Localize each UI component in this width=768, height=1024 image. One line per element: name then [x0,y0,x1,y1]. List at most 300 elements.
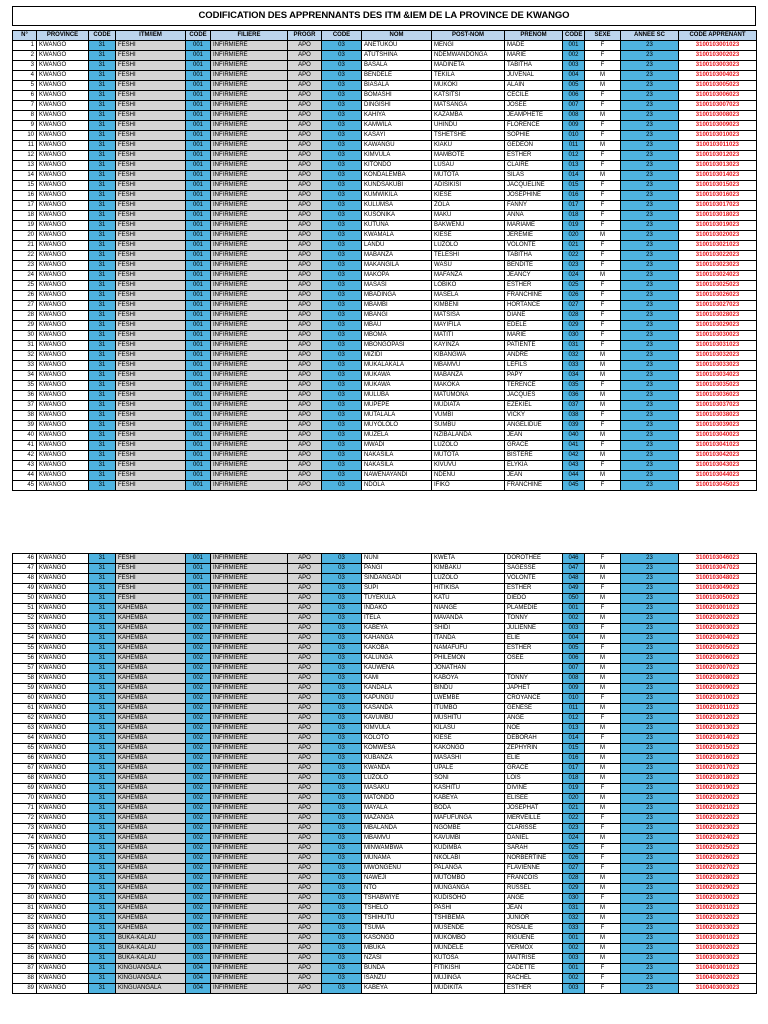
cell-school-name: FESHI [116,241,186,251]
cell-nom: KUMWIKILA [362,191,432,201]
cell-school-name: FESHI [116,111,186,121]
cell-prenom: JUVENAL [505,71,563,81]
cell-row-number: 11 [13,141,37,151]
cell-post-nom: KAKONGO [432,744,505,754]
cell-code-apprenant: 3100203019023 [679,784,757,794]
cell-post-nom: ZOLA [432,201,505,211]
cell-nom: LANDU [362,241,432,251]
cell-post-nom: MUSENDE [432,924,505,934]
cell-prenom: NORBERTINE [505,854,563,864]
cell-sexe: F [585,854,621,864]
cell-annee-scolaire: 23 [621,151,679,161]
cell-nom: MAZANGA [362,814,432,824]
cell-province: KWANGO [37,221,89,231]
cell-programme: APO [288,614,322,624]
codification-table-section-2 [12,553,757,994]
cell-province: KWANGO [37,634,89,644]
cell-nom: MAKANGILA [362,261,432,271]
cell-row-number: 54 [13,634,37,644]
cell-prenom: MARIAME [505,221,563,231]
cell-student-code: 006 [563,91,585,101]
cell-code-apprenant: 3100103049023 [679,584,757,594]
cell-province-code: 31 [89,321,116,331]
cell-programme-code: 03 [322,381,362,391]
cell-province: KWANGO [37,734,89,744]
cell-student-code: 034 [563,371,585,381]
table-row [13,964,757,974]
cell-school-name: FESHI [116,61,186,71]
table-row [13,734,757,744]
cell-province-code: 31 [89,564,116,574]
cell-sexe: M [585,874,621,884]
cell-prenom: JAPHET [505,684,563,694]
cell-school-code: 002 [186,764,211,774]
cell-province: KWANGO [37,614,89,624]
cell-post-nom: MAMBOTE [432,151,505,161]
cell-sexe: M [585,674,621,684]
cell-code-apprenant: 3100103038023 [679,411,757,421]
cell-programme-code: 03 [322,664,362,674]
cell-province: KWANGO [37,704,89,714]
cell-province-code: 31 [89,704,116,714]
cell-province-code: 31 [89,894,116,904]
cell-filiere: INFIRMIERE [211,161,288,171]
cell-programme: APO [288,854,322,864]
cell-programme-code: 03 [322,41,362,51]
cell-province: KWANGO [37,804,89,814]
cell-school-name: KAHEMBA [116,774,186,784]
cell-nom: BOMASHI [362,91,432,101]
cell-code-apprenant: 3100203002023 [679,614,757,624]
cell-post-nom: LUZOLO [432,241,505,251]
cell-school-code: 001 [186,321,211,331]
cell-province-code: 31 [89,211,116,221]
cell-nom: MUKAWA [362,371,432,381]
cell-sexe: F [585,341,621,351]
cell-programme: APO [288,864,322,874]
cell-annee-scolaire: 23 [621,584,679,594]
table-row [13,451,757,461]
cell-programme-code: 03 [322,644,362,654]
cell-programme-code: 03 [322,554,362,564]
cell-sexe: F [585,121,621,131]
cell-programme: APO [288,371,322,381]
cell-province: KWANGO [37,201,89,211]
cell-sexe: F [585,734,621,744]
cell-code-apprenant: 3100103023023 [679,261,757,271]
cell-programme: APO [288,714,322,724]
cell-programme: APO [288,111,322,121]
table-row [13,954,757,964]
cell-province-code: 31 [89,301,116,311]
cell-annee-scolaire: 23 [621,311,679,321]
cell-student-code: 014 [563,734,585,744]
cell-nom: KABEYA [362,624,432,634]
cell-annee-scolaire: 23 [621,904,679,914]
table-row [13,461,757,471]
cell-row-number: 25 [13,281,37,291]
cell-row-number: 7 [13,101,37,111]
cell-row-number: 46 [13,554,37,564]
cell-row-number: 27 [13,301,37,311]
cell-student-code: 023 [563,824,585,834]
column-header-row-number: N° [13,31,37,41]
cell-sexe: M [585,171,621,181]
cell-province-code: 31 [89,231,116,241]
cell-province: KWANGO [37,814,89,824]
cell-province-code: 31 [89,291,116,301]
cell-nom: MAKOPA [362,271,432,281]
cell-row-number: 19 [13,221,37,231]
cell-sexe: F [585,281,621,291]
cell-province-code: 31 [89,874,116,884]
cell-school-code: 002 [186,734,211,744]
cell-province: KWANGO [37,644,89,654]
cell-programme: APO [288,121,322,131]
cell-school-name: FESHI [116,231,186,241]
cell-school-name: BUKA-KALAU [116,954,186,964]
cell-code-apprenant: 3100103020023 [679,231,757,241]
cell-filiere: INFIRMIERE [211,131,288,141]
cell-filiere: INFIRMIERE [211,311,288,321]
cell-post-nom: ITUMBO [432,704,505,714]
cell-annee-scolaire: 23 [621,854,679,864]
cell-programme-code: 03 [322,944,362,954]
cell-student-code: 001 [563,964,585,974]
cell-school-name: BUKA-KALAU [116,934,186,944]
cell-school-name: FESHI [116,381,186,391]
cell-row-number: 83 [13,924,37,934]
cell-student-code: 013 [563,161,585,171]
cell-province: KWANGO [37,371,89,381]
cell-code-apprenant: 3100103021023 [679,241,757,251]
cell-programme-code: 03 [322,574,362,584]
cell-province-code: 31 [89,461,116,471]
cell-student-code: 032 [563,914,585,924]
cell-post-nom: MAFUFUNGA [432,814,505,824]
cell-province-code: 31 [89,191,116,201]
cell-province-code: 31 [89,201,116,211]
table-row [13,131,757,141]
cell-post-nom: MATUMONA [432,391,505,401]
cell-filiere: INFIRMIERE [211,51,288,61]
cell-filiere: INFIRMIERE [211,814,288,824]
cell-student-code: 044 [563,471,585,481]
cell-school-name: KAHEMBA [116,724,186,734]
cell-province-code: 31 [89,161,116,171]
table-row [13,61,757,71]
cell-school-code: 002 [186,694,211,704]
cell-school-code: 001 [186,461,211,471]
cell-programme: APO [288,564,322,574]
cell-programme: APO [288,594,322,604]
cell-school-name: KAHEMBA [116,844,186,854]
cell-province-code: 31 [89,634,116,644]
cell-post-nom: KIAKU [432,141,505,151]
cell-programme: APO [288,381,322,391]
cell-programme: APO [288,131,322,141]
cell-school-code: 002 [186,604,211,614]
cell-sexe: F [585,181,621,191]
cell-province-code: 31 [89,774,116,784]
cell-programme-code: 03 [322,431,362,441]
cell-code-apprenant: 3100103009023 [679,121,757,131]
cell-province-code: 31 [89,674,116,684]
cell-programme-code: 03 [322,834,362,844]
cell-filiere: INFIRMIERE [211,794,288,804]
cell-school-name: KAHEMBA [116,894,186,904]
cell-student-code: 026 [563,291,585,301]
cell-student-code: 029 [563,884,585,894]
table-row [13,914,757,924]
cell-annee-scolaire: 23 [621,81,679,91]
cell-prenom: DIANE [505,311,563,321]
cell-student-code: 031 [563,904,585,914]
cell-row-number: 63 [13,724,37,734]
cell-code-apprenant: 3100403003023 [679,984,757,994]
cell-student-code: 008 [563,111,585,121]
cell-school-code: 002 [186,654,211,664]
table-row [13,744,757,754]
cell-sexe: M [585,764,621,774]
cell-province: KWANGO [37,481,89,491]
cell-post-nom: MABANZA [432,371,505,381]
cell-province: KWANGO [37,694,89,704]
cell-school-code: 002 [186,704,211,714]
cell-sexe: M [585,944,621,954]
cell-programme-code: 03 [322,744,362,754]
cell-code-apprenant: 3100103036023 [679,391,757,401]
cell-sexe: F [585,984,621,994]
cell-student-code: 045 [563,481,585,491]
cell-province: KWANGO [37,574,89,584]
cell-prenom: DIVINE [505,784,563,794]
cell-province-code: 31 [89,864,116,874]
cell-row-number: 62 [13,714,37,724]
cell-school-code: 001 [186,351,211,361]
cell-school-code: 002 [186,794,211,804]
cell-post-nom: WASU [432,261,505,271]
table-row [13,984,757,994]
cell-nom: KANDALA [362,684,432,694]
cell-programme-code: 03 [322,754,362,764]
cell-sexe: M [585,774,621,784]
cell-student-code: 025 [563,281,585,291]
cell-school-code: 001 [186,101,211,111]
cell-sexe: M [585,471,621,481]
cell-nom: KAUWENA [362,664,432,674]
cell-nom: TSHIHUTU [362,914,432,924]
cell-school-name: KAHEMBA [116,864,186,874]
cell-sexe: F [585,894,621,904]
cell-nom: KAMI [362,674,432,684]
cell-annee-scolaire: 23 [621,471,679,481]
cell-programme-code: 03 [322,311,362,321]
cell-province: KWANGO [37,271,89,281]
cell-row-number: 60 [13,694,37,704]
cell-filiere: INFIRMIERE [211,211,288,221]
cell-province: KWANGO [37,954,89,964]
cell-post-nom: KAYINZA [432,341,505,351]
cell-school-code: 001 [186,61,211,71]
cell-province: KWANGO [37,351,89,361]
cell-prenom: MARIE [505,331,563,341]
cell-prenom: PAPY [505,371,563,381]
cell-programme-code: 03 [322,161,362,171]
cell-post-nom: PALANGA [432,864,505,874]
table-row [13,584,757,594]
cell-nom: BUNDA [362,964,432,974]
cell-school-code: 002 [186,924,211,934]
cell-province: KWANGO [37,674,89,684]
cell-row-number: 78 [13,874,37,884]
cell-province-code: 31 [89,341,116,351]
table-row [13,644,757,654]
cell-row-number: 88 [13,974,37,984]
cell-code-apprenant: 3100203025023 [679,844,757,854]
cell-row-number: 1 [13,41,37,51]
cell-school-name: FESHI [116,51,186,61]
cell-school-name: KAHEMBA [116,634,186,644]
cell-province: KWANGO [37,161,89,171]
cell-school-name: FESHI [116,141,186,151]
cell-filiere: INFIRMIERE [211,81,288,91]
cell-school-name: FESHI [116,401,186,411]
cell-school-name: KAHEMBA [116,884,186,894]
cell-row-number: 3 [13,61,37,71]
cell-post-nom: MUDIKITA [432,984,505,994]
cell-annee-scolaire: 23 [621,101,679,111]
cell-province-code: 31 [89,441,116,451]
cell-row-number: 48 [13,574,37,584]
cell-sexe: F [585,211,621,221]
cell-student-code: 033 [563,924,585,934]
cell-sexe: F [585,241,621,251]
cell-filiere: INFIRMIERE [211,554,288,564]
cell-programme: APO [288,411,322,421]
cell-prenom: EZEKIEL [505,401,563,411]
cell-programme-code: 03 [322,614,362,624]
cell-nom: INDAKO [362,604,432,614]
cell-programme-code: 03 [322,874,362,884]
cell-row-number: 53 [13,624,37,634]
column-header-school-name: ITM/IEM [116,31,186,41]
cell-province-code: 31 [89,401,116,411]
cell-filiere: INFIRMIERE [211,894,288,904]
cell-school-name: KAHEMBA [116,824,186,834]
cell-filiere: INFIRMIERE [211,944,288,954]
cell-code-apprenant: 3100103015023 [679,181,757,191]
cell-annee-scolaire: 23 [621,684,679,694]
cell-prenom: ESTHER [505,151,563,161]
cell-programme: APO [288,754,322,764]
cell-programme: APO [288,794,322,804]
cell-programme-code: 03 [322,351,362,361]
cell-student-code: 008 [563,674,585,684]
cell-province-code: 31 [89,481,116,491]
cell-post-nom: BINDU [432,684,505,694]
cell-school-name: FESHI [116,191,186,201]
cell-nom: MWONGENU [362,864,432,874]
cell-prenom: ANGE [505,714,563,724]
cell-province-code: 31 [89,361,116,371]
cell-student-code: 035 [563,381,585,391]
cell-student-code: 021 [563,804,585,814]
cell-province-code: 31 [89,381,116,391]
cell-post-nom: NKOLABI [432,854,505,864]
table-row [13,754,757,764]
cell-province-code: 31 [89,734,116,744]
cell-prenom: MERVEILLE [505,814,563,824]
cell-programme: APO [288,241,322,251]
cell-province: KWANGO [37,724,89,734]
cell-programme: APO [288,624,322,634]
cell-nom: KAVUMBU [362,714,432,724]
cell-programme: APO [288,844,322,854]
cell-post-nom: IFIKO [432,481,505,491]
cell-school-code: 002 [186,624,211,634]
cell-nom: TUYEKULA [362,594,432,604]
cell-programme-code: 03 [322,481,362,491]
cell-school-code: 001 [186,241,211,251]
cell-province-code: 31 [89,804,116,814]
cell-post-nom: KIESE [432,231,505,241]
cell-prenom: ANGE [505,894,563,904]
cell-code-apprenant: 3100103048023 [679,574,757,584]
cell-row-number: 24 [13,271,37,281]
cell-row-number: 5 [13,81,37,91]
cell-row-number: 82 [13,914,37,924]
table-row [13,784,757,794]
cell-programme: APO [288,71,322,81]
cell-student-code: 001 [563,604,585,614]
cell-school-code: 002 [186,714,211,724]
cell-school-name: FESHI [116,391,186,401]
cell-filiere: INFIRMIERE [211,331,288,341]
cell-nom: KUSONIKA [362,211,432,221]
cell-school-code: 002 [186,754,211,764]
cell-province-code: 31 [89,964,116,974]
cell-nom: BENDELE [362,71,432,81]
cell-nom: NUNI [362,554,432,564]
cell-annee-scolaire: 23 [621,231,679,241]
cell-code-apprenant: 3100203018023 [679,774,757,784]
cell-province: KWANGO [37,171,89,181]
cell-student-code: 005 [563,644,585,654]
cell-school-code: 001 [186,171,211,181]
cell-annee-scolaire: 23 [621,754,679,764]
cell-school-code: 001 [186,451,211,461]
table-row [13,924,757,934]
cell-province: KWANGO [37,251,89,261]
cell-annee-scolaire: 23 [621,351,679,361]
cell-sexe: F [585,461,621,471]
cell-filiere: INFIRMIERE [211,431,288,441]
cell-programme: APO [288,331,322,341]
cell-prenom: ROSALIE [505,924,563,934]
table-row [13,894,757,904]
cell-programme: APO [288,734,322,744]
cell-prenom: SOPHIE [505,131,563,141]
cell-nom: KALUNGA [362,654,432,664]
table-row [13,161,757,171]
cell-school-code: 001 [186,301,211,311]
cell-school-name: KAHEMBA [116,804,186,814]
cell-student-code: 018 [563,774,585,784]
cell-programme-code: 03 [322,974,362,984]
cell-sexe: F [585,161,621,171]
cell-row-number: 69 [13,784,37,794]
